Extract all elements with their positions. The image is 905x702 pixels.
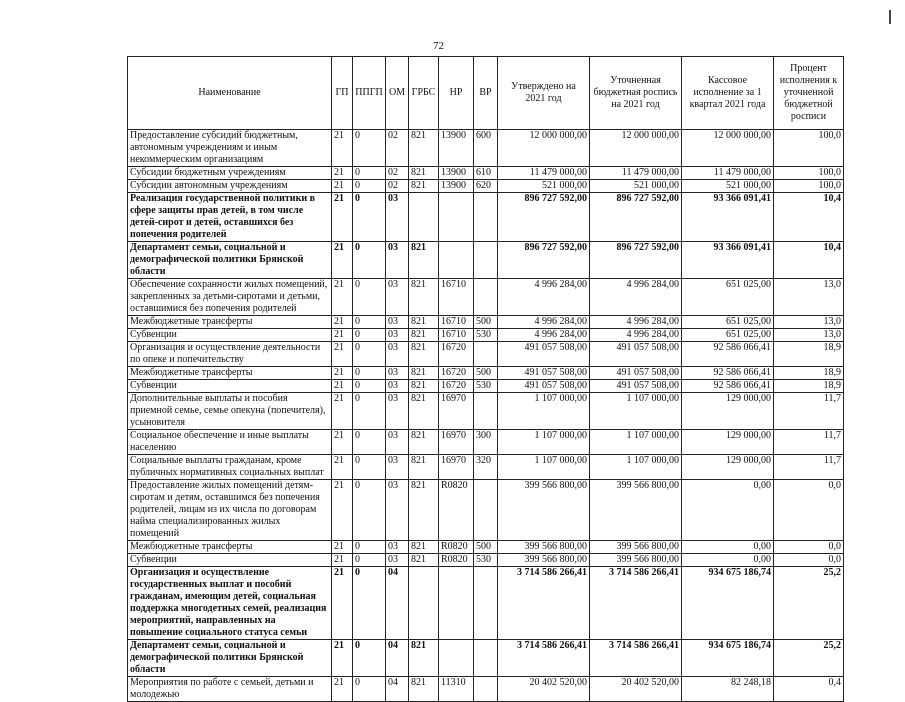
table-row: [128, 380, 844, 393]
cell-percent: 10,4: [774, 242, 844, 279]
cell-np: 16710: [439, 329, 474, 342]
cell-np: 16720: [439, 342, 474, 367]
cell-np: 16720: [439, 367, 474, 380]
table-row: [128, 367, 844, 380]
cell-gp: 21: [332, 180, 353, 193]
cell-om: 03: [386, 329, 409, 342]
cell-vr: [474, 393, 498, 430]
cell-vr: [474, 640, 498, 677]
cell-refined: 399 566 800,00: [590, 480, 682, 541]
cell-cash: 651 025,00: [682, 279, 774, 316]
cell-grbs: 821: [409, 130, 439, 167]
cell-cash: 92 586 066,41: [682, 342, 774, 367]
cell-vr: 530: [474, 329, 498, 342]
cell-approved: 491 057 508,00: [498, 367, 590, 380]
cell-vr: 300: [474, 430, 498, 455]
table-row: [128, 180, 844, 193]
table-body: [128, 130, 844, 702]
cell-vr: 500: [474, 367, 498, 380]
table-row: [128, 480, 844, 541]
header-grbs: ГРБС: [409, 57, 439, 130]
cell-cash: 934 675 186,74: [682, 567, 774, 640]
table-row: [128, 167, 844, 180]
cell-ppgp: 0: [353, 342, 386, 367]
cell-vr: [474, 193, 498, 242]
cell-cash: 93 366 091,41: [682, 193, 774, 242]
cell-refined: 896 727 592,00: [590, 242, 682, 279]
cell-vr: 320: [474, 455, 498, 480]
cell-np: 16710: [439, 279, 474, 316]
table-row: [128, 430, 844, 455]
table-row: [128, 316, 844, 329]
table-row: [128, 329, 844, 342]
cell-grbs: 821: [409, 316, 439, 329]
cell-percent: 25,2: [774, 567, 844, 640]
cell-ppgp: 0: [353, 367, 386, 380]
cell-grbs: 821: [409, 279, 439, 316]
cell-name: Субвенции: [128, 380, 332, 393]
cell-om: 03: [386, 541, 409, 554]
cell-percent: 18,9: [774, 342, 844, 367]
cell-om: 03: [386, 430, 409, 455]
header-cash: Кассовое исполнение за 1 квартал 2021 года: [682, 57, 774, 130]
cell-om: 03: [386, 455, 409, 480]
cell-percent: 100,0: [774, 130, 844, 167]
cell-cash: 129 000,00: [682, 430, 774, 455]
table-header-row: [128, 57, 844, 130]
cell-cash: 0,00: [682, 541, 774, 554]
cell-vr: 530: [474, 380, 498, 393]
cell-om: 03: [386, 242, 409, 279]
cell-grbs: 821: [409, 640, 439, 677]
cell-ppgp: 0: [353, 329, 386, 342]
cell-om: 03: [386, 380, 409, 393]
cell-name: Предоставление жилых помещений детям-сиротам и детям, оставшимся без попечения родителей, лицам из их числа по договорам найма специализированных жилых помещений: [128, 480, 332, 541]
table-row: [128, 393, 844, 430]
cell-ppgp: 0: [353, 242, 386, 279]
cell-percent: 0,0: [774, 541, 844, 554]
cell-gp: 21: [332, 380, 353, 393]
cell-cash: 129 000,00: [682, 393, 774, 430]
cell-gp: 21: [332, 316, 353, 329]
cell-np: R0820: [439, 554, 474, 567]
cell-ppgp: 0: [353, 316, 386, 329]
cell-approved: 1 107 000,00: [498, 455, 590, 480]
header-percent: Процент исполнения к уточненной бюджетной росписи: [774, 57, 844, 130]
cell-ppgp: 0: [353, 130, 386, 167]
cell-refined: 4 996 284,00: [590, 329, 682, 342]
cell-ppgp: 0: [353, 180, 386, 193]
cell-refined: 11 479 000,00: [590, 167, 682, 180]
cell-name: Межбюджетные трансферты: [128, 316, 332, 329]
table-row: [128, 677, 844, 702]
cell-approved: 896 727 592,00: [498, 193, 590, 242]
table-row: [128, 342, 844, 367]
cell-np: [439, 567, 474, 640]
cell-cash: 92 586 066,41: [682, 380, 774, 393]
cell-np: 16970: [439, 430, 474, 455]
cell-gp: 21: [332, 279, 353, 316]
cell-approved: 4 996 284,00: [498, 329, 590, 342]
cell-om: 03: [386, 480, 409, 541]
header-vr: ВР: [474, 57, 498, 130]
cell-np: R0820: [439, 541, 474, 554]
cell-name: Мероприятия по работе с семьей, детьми и молодежью: [128, 677, 332, 702]
table-row: [128, 640, 844, 677]
cell-gp: 21: [332, 640, 353, 677]
cell-np: 16720: [439, 380, 474, 393]
cell-ppgp: 0: [353, 567, 386, 640]
cell-ppgp: 0: [353, 480, 386, 541]
cell-grbs: 821: [409, 180, 439, 193]
cell-name: Межбюджетные трансферты: [128, 367, 332, 380]
cell-name: Организация и осуществление деятельности по опеке и попечительству: [128, 342, 332, 367]
cell-name: Департамент семьи, социальной и демографической политики Брянской области: [128, 242, 332, 279]
cell-name: Субсидии автономным учреждениям: [128, 180, 332, 193]
cell-np: [439, 242, 474, 279]
cell-np: [439, 193, 474, 242]
cell-name: Социальное обеспечение и иные выплаты населению: [128, 430, 332, 455]
cell-approved: 1 107 000,00: [498, 393, 590, 430]
cell-om: 02: [386, 130, 409, 167]
cell-cash: 129 000,00: [682, 455, 774, 480]
cell-cash: 651 025,00: [682, 316, 774, 329]
cell-percent: 11,7: [774, 430, 844, 455]
header-name: Наименование: [128, 57, 332, 130]
cell-approved: 521 000,00: [498, 180, 590, 193]
cell-gp: 21: [332, 541, 353, 554]
page-edge-mark: [889, 10, 891, 24]
cell-percent: 11,7: [774, 393, 844, 430]
cell-grbs: [409, 567, 439, 640]
cell-om: 04: [386, 677, 409, 702]
cell-refined: 1 107 000,00: [590, 430, 682, 455]
cell-grbs: 821: [409, 677, 439, 702]
cell-gp: 21: [332, 480, 353, 541]
cell-name: Межбюджетные трансферты: [128, 541, 332, 554]
cell-refined: 399 566 800,00: [590, 541, 682, 554]
cell-grbs: 821: [409, 393, 439, 430]
cell-grbs: 821: [409, 380, 439, 393]
cell-ppgp: 0: [353, 554, 386, 567]
cell-np: 13900: [439, 180, 474, 193]
cell-approved: 399 566 800,00: [498, 554, 590, 567]
cell-refined: 4 996 284,00: [590, 316, 682, 329]
cell-np: 16710: [439, 316, 474, 329]
cell-cash: 0,00: [682, 480, 774, 541]
cell-np: [439, 640, 474, 677]
cell-percent: 100,0: [774, 180, 844, 193]
cell-cash: 93 366 091,41: [682, 242, 774, 279]
cell-refined: 3 714 586 266,41: [590, 567, 682, 640]
cell-ppgp: 0: [353, 455, 386, 480]
cell-cash: 11 479 000,00: [682, 167, 774, 180]
cell-percent: 0,0: [774, 554, 844, 567]
cell-refined: 1 107 000,00: [590, 455, 682, 480]
page-number: 72: [433, 40, 444, 52]
cell-ppgp: 0: [353, 541, 386, 554]
cell-name: Предоставление субсидий бюджетным, автономным учреждениям и иным некоммерческим организациям: [128, 130, 332, 167]
cell-gp: 21: [332, 193, 353, 242]
cell-refined: 12 000 000,00: [590, 130, 682, 167]
cell-name: Субвенции: [128, 329, 332, 342]
cell-approved: 399 566 800,00: [498, 480, 590, 541]
cell-grbs: 821: [409, 167, 439, 180]
cell-cash: 651 025,00: [682, 329, 774, 342]
cell-grbs: 821: [409, 455, 439, 480]
table-row: [128, 455, 844, 480]
cell-grbs: 821: [409, 342, 439, 367]
cell-approved: 491 057 508,00: [498, 380, 590, 393]
cell-refined: 491 057 508,00: [590, 342, 682, 367]
cell-approved: 1 107 000,00: [498, 430, 590, 455]
cell-vr: 620: [474, 180, 498, 193]
table-row: [128, 130, 844, 167]
cell-np: 16970: [439, 393, 474, 430]
cell-om: 03: [386, 342, 409, 367]
cell-refined: 20 402 520,00: [590, 677, 682, 702]
cell-vr: [474, 567, 498, 640]
header-approved: Утверждено на 2021 год: [498, 57, 590, 130]
cell-om: 02: [386, 180, 409, 193]
cell-ppgp: 0: [353, 640, 386, 677]
header-refined: Уточненная бюджетная роспись на 2021 год: [590, 57, 682, 130]
cell-approved: 3 714 586 266,41: [498, 640, 590, 677]
cell-grbs: 821: [409, 541, 439, 554]
cell-gp: 21: [332, 242, 353, 279]
cell-refined: 4 996 284,00: [590, 279, 682, 316]
cell-approved: 4 996 284,00: [498, 316, 590, 329]
cell-gp: 21: [332, 329, 353, 342]
cell-om: 03: [386, 279, 409, 316]
cell-grbs: 821: [409, 480, 439, 541]
cell-np: 13900: [439, 167, 474, 180]
cell-grbs: 821: [409, 242, 439, 279]
cell-percent: 18,9: [774, 367, 844, 380]
cell-np: 13900: [439, 130, 474, 167]
cell-vr: 610: [474, 167, 498, 180]
cell-vr: [474, 279, 498, 316]
cell-percent: 13,0: [774, 279, 844, 316]
cell-np: 11310: [439, 677, 474, 702]
cell-ppgp: 0: [353, 167, 386, 180]
cell-name: Дополнительные выплаты и пособия приемной семье, семье опекуна (попечителя), усыновителя: [128, 393, 332, 430]
cell-name: Департамент семьи, социальной и демографической политики Брянской области: [128, 640, 332, 677]
cell-name: Реализация государственной политики в сфере защиты прав детей, в том числе детей-сирот и детей, оставшихся без попечения родителей: [128, 193, 332, 242]
header-np: НР: [439, 57, 474, 130]
cell-cash: 92 586 066,41: [682, 367, 774, 380]
cell-om: 03: [386, 316, 409, 329]
cell-refined: 896 727 592,00: [590, 193, 682, 242]
cell-vr: [474, 480, 498, 541]
cell-ppgp: 0: [353, 677, 386, 702]
cell-grbs: 821: [409, 554, 439, 567]
cell-gp: 21: [332, 367, 353, 380]
cell-vr: [474, 677, 498, 702]
cell-cash: 12 000 000,00: [682, 130, 774, 167]
cell-percent: 13,0: [774, 316, 844, 329]
table-row: [128, 193, 844, 242]
cell-percent: 25,2: [774, 640, 844, 677]
cell-om: 03: [386, 193, 409, 242]
cell-ppgp: 0: [353, 430, 386, 455]
cell-vr: [474, 342, 498, 367]
cell-percent: 10,4: [774, 193, 844, 242]
cell-gp: 21: [332, 167, 353, 180]
cell-grbs: 821: [409, 430, 439, 455]
cell-np: 16970: [439, 455, 474, 480]
cell-approved: 3 714 586 266,41: [498, 567, 590, 640]
budget-execution-table: [127, 56, 844, 702]
cell-refined: 491 057 508,00: [590, 380, 682, 393]
cell-percent: 0,0: [774, 480, 844, 541]
header-om: ОМ: [386, 57, 409, 130]
cell-name: Обеспечение сохранности жилых помещений, закрепленных за детьми-сиротами и детьми, оставшимися без попечения родителей: [128, 279, 332, 316]
cell-grbs: 821: [409, 329, 439, 342]
cell-gp: 21: [332, 554, 353, 567]
cell-om: 03: [386, 554, 409, 567]
cell-np: R0820: [439, 480, 474, 541]
cell-ppgp: 0: [353, 393, 386, 430]
cell-approved: 491 057 508,00: [498, 342, 590, 367]
cell-percent: 0,4: [774, 677, 844, 702]
cell-vr: 530: [474, 554, 498, 567]
table-row: [128, 242, 844, 279]
cell-approved: 4 996 284,00: [498, 279, 590, 316]
cell-approved: 20 402 520,00: [498, 677, 590, 702]
cell-gp: 21: [332, 393, 353, 430]
cell-approved: 896 727 592,00: [498, 242, 590, 279]
cell-cash: 521 000,00: [682, 180, 774, 193]
cell-om: 03: [386, 367, 409, 380]
cell-gp: 21: [332, 677, 353, 702]
cell-refined: 399 566 800,00: [590, 554, 682, 567]
cell-grbs: 821: [409, 367, 439, 380]
cell-cash: 934 675 186,74: [682, 640, 774, 677]
cell-approved: 12 000 000,00: [498, 130, 590, 167]
cell-percent: 100,0: [774, 167, 844, 180]
cell-om: 03: [386, 393, 409, 430]
cell-vr: [474, 242, 498, 279]
table-row: [128, 554, 844, 567]
cell-gp: 21: [332, 430, 353, 455]
cell-approved: 11 479 000,00: [498, 167, 590, 180]
cell-refined: 521 000,00: [590, 180, 682, 193]
cell-percent: 13,0: [774, 329, 844, 342]
cell-gp: 21: [332, 342, 353, 367]
cell-refined: 3 714 586 266,41: [590, 640, 682, 677]
table-row: [128, 279, 844, 316]
cell-gp: 21: [332, 455, 353, 480]
cell-vr: 500: [474, 541, 498, 554]
cell-om: 02: [386, 167, 409, 180]
cell-ppgp: 0: [353, 279, 386, 316]
table-row: [128, 541, 844, 554]
cell-refined: 1 107 000,00: [590, 393, 682, 430]
header-ppgp: ППГП: [353, 57, 386, 130]
header-gp: ГП: [332, 57, 353, 130]
cell-cash: 0,00: [682, 554, 774, 567]
cell-percent: 11,7: [774, 455, 844, 480]
cell-ppgp: 0: [353, 193, 386, 242]
cell-vr: 500: [474, 316, 498, 329]
cell-grbs: [409, 193, 439, 242]
cell-om: 04: [386, 567, 409, 640]
cell-cash: 82 248,18: [682, 677, 774, 702]
cell-gp: 21: [332, 130, 353, 167]
cell-name: Организация и осуществление государственных выплат и пособий гражданам, имеющим детей, социальная поддержка многодетных семей, реализация мероприятий, направленных на повышение социального статуса семьи: [128, 567, 332, 640]
cell-percent: 18,9: [774, 380, 844, 393]
cell-approved: 399 566 800,00: [498, 541, 590, 554]
cell-name: Субсидии бюджетным учреждениям: [128, 167, 332, 180]
cell-om: 04: [386, 640, 409, 677]
cell-gp: 21: [332, 567, 353, 640]
cell-name: Субвенции: [128, 554, 332, 567]
cell-vr: 600: [474, 130, 498, 167]
cell-ppgp: 0: [353, 380, 386, 393]
table-row: [128, 567, 844, 640]
cell-refined: 491 057 508,00: [590, 367, 682, 380]
cell-name: Социальные выплаты гражданам, кроме публичных нормативных социальных выплат: [128, 455, 332, 480]
